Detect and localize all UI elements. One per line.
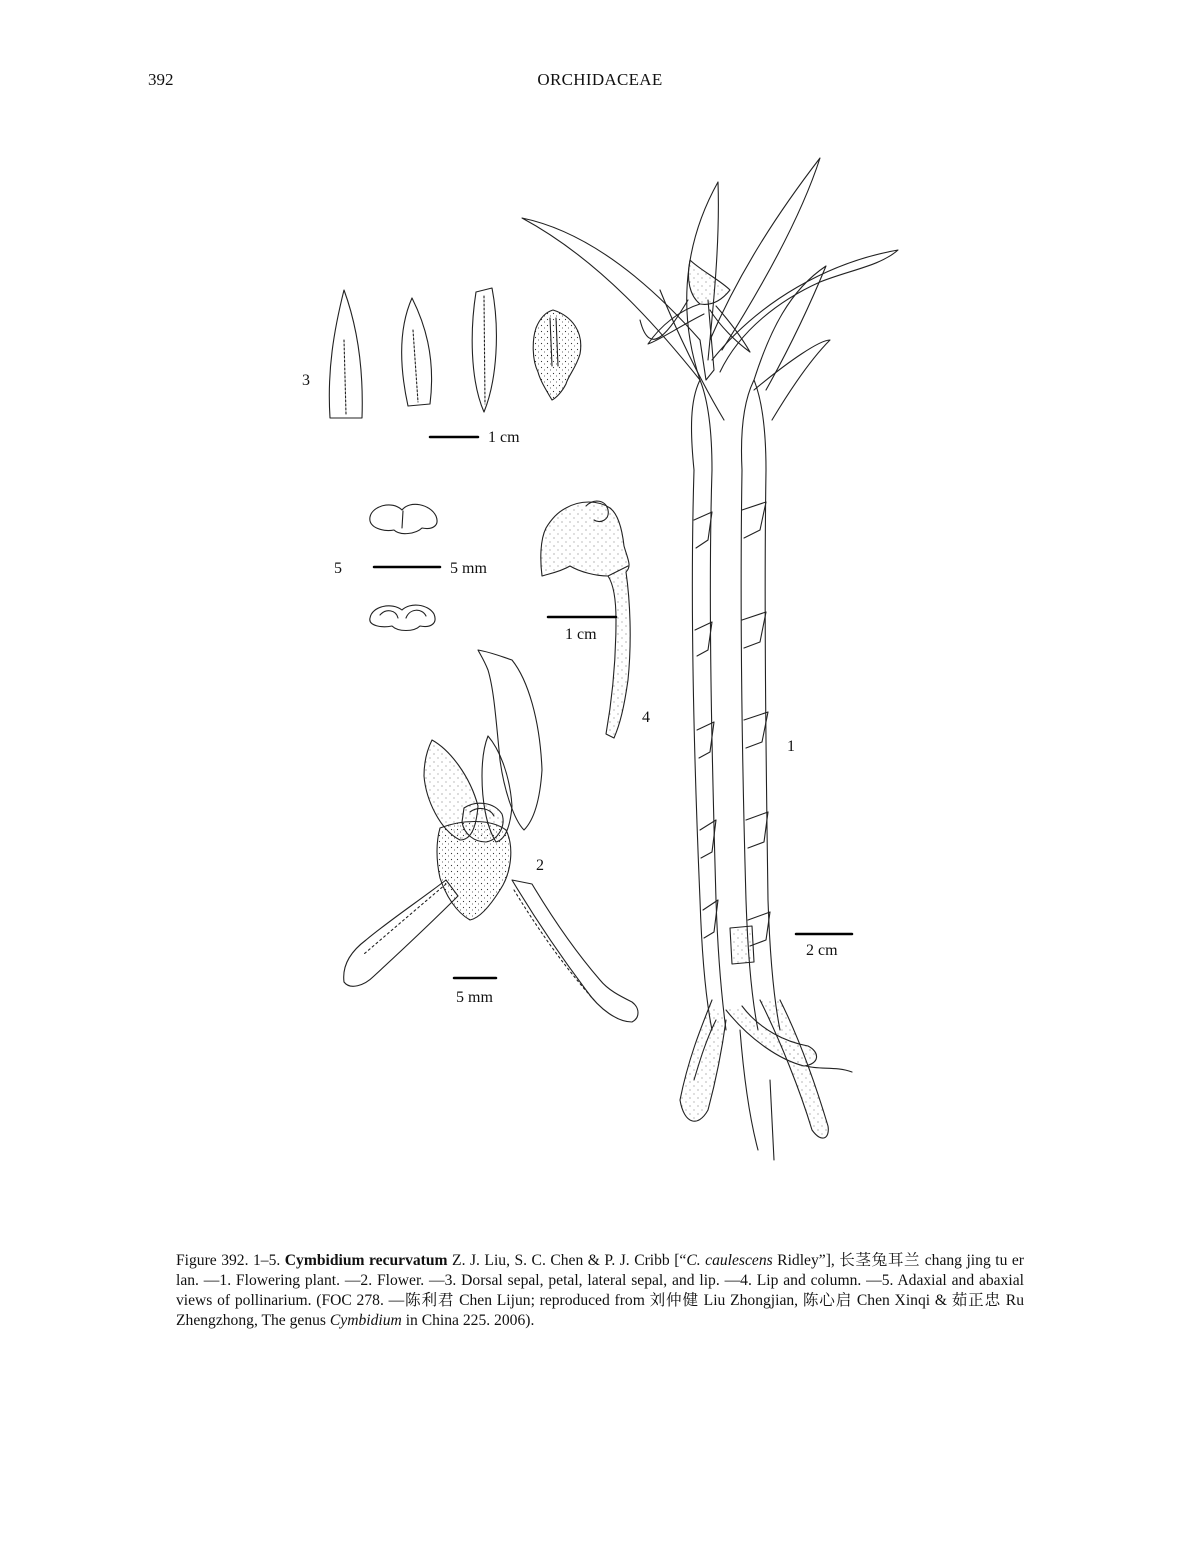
scale-label-pollinarium: 5 mm bbox=[450, 560, 487, 577]
page-number: 392 bbox=[148, 70, 174, 89]
label-part3: 3 bbox=[302, 372, 310, 389]
label-part2: 2 bbox=[536, 857, 544, 874]
caption-body: Ridley”], 长茎兔耳兰 chang jing tu er lan. —1. Flowering plant. —2. Flower. —3. Dorsal sepal, petal, lateral sepal, and lip. —4. Lip and column. —5. Adaxial and abaxial views of pollinarium. (FOC 278. —陈利君 Chen Lijun; reproduced from 刘仲健 Liu Zhongjian, 陈心启 Chen Xinqi & 茹正忠 Ru Zhengzhong, The genus bbox=[176, 1252, 1024, 1329]
figure-caption bbox=[176, 1251, 1024, 1331]
scale-label-sepals: 1 cm bbox=[488, 429, 520, 446]
caption-authors: Z. J. Liu, S. C. Chen & P. J. Cribb [“ bbox=[447, 1252, 687, 1269]
running-title: ORCHIDACEAE bbox=[537, 70, 663, 89]
label-part5: 5 bbox=[334, 560, 342, 577]
caption-suffix: in China 225. 2006). bbox=[401, 1312, 535, 1329]
part1-flowering-plant bbox=[522, 158, 898, 1160]
scale-label-lip-column: 1 cm bbox=[565, 626, 597, 643]
part4-lip-column bbox=[541, 501, 630, 738]
part3-petal bbox=[402, 298, 432, 406]
part3-lip bbox=[533, 310, 581, 400]
part2-flower bbox=[344, 650, 638, 1022]
part5-pollinarium-abaxial bbox=[370, 605, 435, 630]
caption-genus: Cymbidium bbox=[329, 1312, 402, 1329]
part3-dorsal-sepal bbox=[329, 290, 362, 418]
caption-synonym: C. caulescens bbox=[686, 1252, 773, 1269]
scale-label-flower: 5 mm bbox=[456, 989, 493, 1006]
label-part4: 4 bbox=[642, 709, 650, 726]
caption-species: Cymbidium recurvatum bbox=[284, 1252, 448, 1269]
label-part1: 1 bbox=[787, 738, 795, 755]
part5-pollinarium-adaxial bbox=[370, 504, 437, 533]
scale-label-plant: 2 cm bbox=[806, 942, 838, 959]
caption-prefix: Figure 392. 1–5. bbox=[176, 1252, 285, 1269]
part3-lateral-sepal bbox=[472, 288, 496, 412]
